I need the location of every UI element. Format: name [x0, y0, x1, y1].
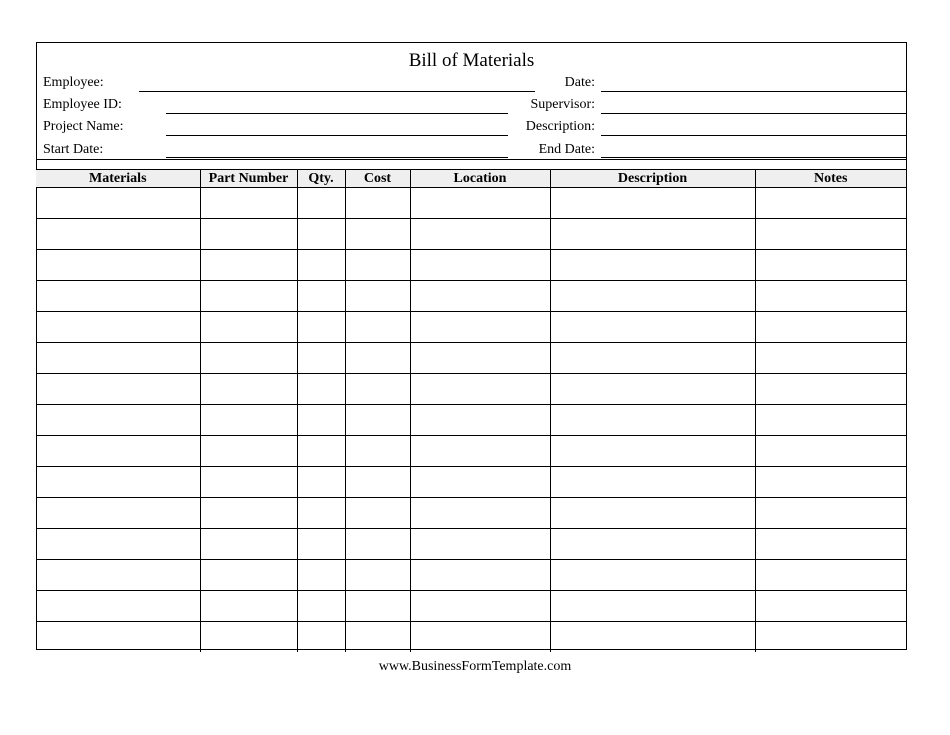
materials-cell[interactable]: [36, 591, 200, 622]
cost-cell[interactable]: [345, 436, 410, 467]
location-cell[interactable]: [410, 560, 550, 591]
supervisor-label: Supervisor:: [530, 97, 595, 112]
qty-cell[interactable]: [297, 591, 345, 622]
part-number-cell[interactable]: [200, 343, 297, 374]
location-cell[interactable]: [410, 436, 550, 467]
start-date-field[interactable]: [166, 157, 508, 158]
qty-cell[interactable]: [297, 529, 345, 560]
materials-cell[interactable]: [36, 622, 200, 653]
cost-cell[interactable]: [345, 343, 410, 374]
table-row: [36, 281, 906, 312]
qty-cell[interactable]: [297, 374, 345, 405]
cost-cell[interactable]: [345, 188, 410, 219]
notes-cell[interactable]: [755, 498, 906, 529]
location-cell[interactable]: [410, 219, 550, 250]
notes-cell[interactable]: [755, 467, 906, 498]
header-divider: [37, 159, 906, 160]
description-cell[interactable]: [550, 467, 755, 498]
table-row: [36, 405, 906, 436]
table-row: [36, 467, 906, 498]
notes-cell[interactable]: [755, 250, 906, 281]
materials-cell[interactable]: [36, 219, 200, 250]
column-header-description: Description: [550, 170, 755, 188]
qty-cell[interactable]: [297, 343, 345, 374]
footer-url: www.BusinessFormTemplate.com: [378, 659, 572, 674]
materials-cell[interactable]: [36, 405, 200, 436]
part-number-cell[interactable]: [200, 622, 297, 653]
employee-field[interactable]: [139, 91, 535, 92]
location-cell[interactable]: [410, 591, 550, 622]
notes-cell[interactable]: [755, 529, 906, 560]
employee-label: Employee:: [43, 75, 104, 90]
location-cell[interactable]: [410, 529, 550, 560]
qty-cell[interactable]: [297, 281, 345, 312]
description-cell[interactable]: [550, 312, 755, 343]
bill-of-materials-form: [36, 42, 907, 650]
part-number-cell[interactable]: [200, 498, 297, 529]
notes-cell[interactable]: [755, 374, 906, 405]
table-row: [36, 219, 906, 250]
part-number-cell[interactable]: [200, 529, 297, 560]
description-cell[interactable]: [550, 250, 755, 281]
materials-cell[interactable]: [36, 436, 200, 467]
cost-cell[interactable]: [345, 312, 410, 343]
description-cell[interactable]: [550, 343, 755, 374]
project-name-field[interactable]: [166, 135, 508, 136]
description-cell[interactable]: [550, 560, 755, 591]
notes-cell[interactable]: [755, 188, 906, 219]
materials-cell[interactable]: [36, 529, 200, 560]
description-field[interactable]: [601, 135, 906, 136]
materials-cell[interactable]: [36, 188, 200, 219]
materials-cell[interactable]: [36, 281, 200, 312]
table-row: [36, 622, 906, 653]
part-number-cell[interactable]: [200, 436, 297, 467]
location-cell[interactable]: [410, 188, 550, 219]
cost-cell[interactable]: [345, 498, 410, 529]
location-cell[interactable]: [410, 343, 550, 374]
part-number-cell[interactable]: [200, 591, 297, 622]
qty-cell[interactable]: [297, 312, 345, 343]
qty-cell[interactable]: [297, 560, 345, 591]
location-cell[interactable]: [410, 250, 550, 281]
materials-cell[interactable]: [36, 343, 200, 374]
description-cell[interactable]: [550, 219, 755, 250]
column-header-qty: Qty.: [297, 170, 345, 188]
date-field[interactable]: [601, 91, 906, 92]
part-number-cell[interactable]: [200, 405, 297, 436]
location-cell[interactable]: [410, 374, 550, 405]
table-row: [36, 312, 906, 343]
qty-cell[interactable]: [297, 405, 345, 436]
location-cell[interactable]: [410, 312, 550, 343]
qty-cell[interactable]: [297, 498, 345, 529]
description-cell[interactable]: [550, 498, 755, 529]
location-cell[interactable]: [410, 498, 550, 529]
table-row: [36, 436, 906, 467]
materials-cell[interactable]: [36, 467, 200, 498]
table-row: [36, 188, 906, 219]
location-cell[interactable]: [410, 281, 550, 312]
part-number-cell[interactable]: [200, 188, 297, 219]
description-cell[interactable]: [550, 436, 755, 467]
cost-cell[interactable]: [345, 405, 410, 436]
description-cell[interactable]: [550, 374, 755, 405]
materials-cell[interactable]: [36, 498, 200, 529]
description-cell[interactable]: [550, 591, 755, 622]
column-header-materials: Materials: [36, 170, 200, 188]
description-cell[interactable]: [550, 622, 755, 653]
cost-cell[interactable]: [345, 622, 410, 653]
notes-cell[interactable]: [755, 405, 906, 436]
description-cell[interactable]: [550, 405, 755, 436]
table-row: [36, 529, 906, 560]
location-cell[interactable]: [410, 622, 550, 653]
table-row: [36, 591, 906, 622]
cost-cell[interactable]: [345, 219, 410, 250]
location-cell[interactable]: [410, 405, 550, 436]
column-header-part-number: Part Number: [200, 170, 297, 188]
supervisor-field[interactable]: [601, 113, 906, 114]
start-date-label: Start Date:: [43, 142, 104, 157]
description-cell[interactable]: [550, 281, 755, 312]
cost-cell[interactable]: [345, 374, 410, 405]
table-row: [36, 560, 906, 591]
cost-cell[interactable]: [345, 529, 410, 560]
qty-cell[interactable]: [297, 467, 345, 498]
materials-cell[interactable]: [36, 374, 200, 405]
cost-cell[interactable]: [345, 281, 410, 312]
date-label: Date:: [564, 75, 595, 90]
materials-table: [36, 169, 906, 652]
location-cell[interactable]: [410, 467, 550, 498]
cost-cell[interactable]: [345, 250, 410, 281]
cost-cell[interactable]: [345, 591, 410, 622]
description-cell[interactable]: [550, 529, 755, 560]
employee-id-field[interactable]: [166, 113, 508, 114]
end-date-field[interactable]: [601, 157, 906, 158]
notes-cell[interactable]: [755, 622, 906, 653]
qty-cell[interactable]: [297, 188, 345, 219]
part-number-cell[interactable]: [200, 560, 297, 591]
notes-cell[interactable]: [755, 436, 906, 467]
notes-cell[interactable]: [755, 219, 906, 250]
table-body: [36, 188, 906, 653]
project-name-label: Project Name:: [43, 119, 124, 134]
table-row: [36, 498, 906, 529]
description-label: Description:: [525, 119, 595, 134]
table-row: [36, 250, 906, 281]
qty-cell[interactable]: [297, 250, 345, 281]
notes-cell[interactable]: [755, 281, 906, 312]
part-number-cell[interactable]: [200, 250, 297, 281]
part-number-cell[interactable]: [200, 467, 297, 498]
column-header-cost: Cost: [345, 170, 410, 188]
table-row: [36, 374, 906, 405]
cost-cell[interactable]: [345, 467, 410, 498]
cost-cell[interactable]: [345, 560, 410, 591]
column-header-notes: Notes: [755, 170, 906, 188]
notes-cell[interactable]: [755, 560, 906, 591]
materials-cell[interactable]: [36, 560, 200, 591]
employee-id-label: Employee ID:: [43, 97, 122, 112]
part-number-cell[interactable]: [200, 219, 297, 250]
column-header-location: Location: [410, 170, 550, 188]
part-number-cell[interactable]: [200, 281, 297, 312]
qty-cell[interactable]: [297, 436, 345, 467]
form-title: Bill of Materials: [408, 50, 535, 71]
materials-cell[interactable]: [36, 250, 200, 281]
qty-cell[interactable]: [297, 622, 345, 653]
table-row: [36, 343, 906, 374]
end-date-label: End Date:: [538, 142, 595, 157]
notes-cell[interactable]: [755, 312, 906, 343]
part-number-cell[interactable]: [200, 312, 297, 343]
table-header-row: [36, 170, 906, 188]
description-cell[interactable]: [550, 188, 755, 219]
part-number-cell[interactable]: [200, 374, 297, 405]
materials-cell[interactable]: [36, 312, 200, 343]
qty-cell[interactable]: [297, 219, 345, 250]
notes-cell[interactable]: [755, 343, 906, 374]
notes-cell[interactable]: [755, 591, 906, 622]
